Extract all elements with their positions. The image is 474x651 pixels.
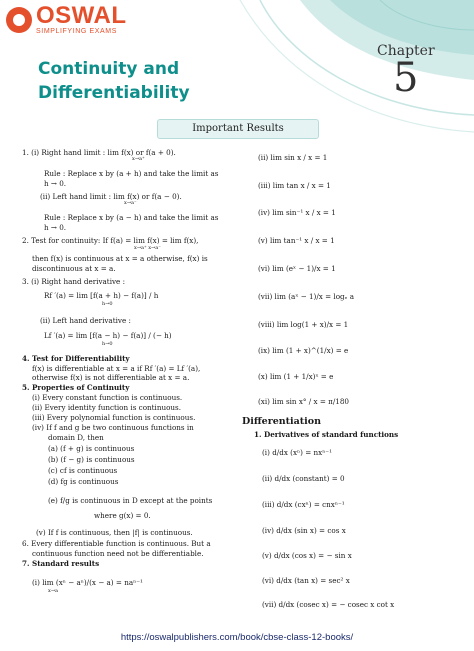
line: (iv) d/dx (sin x) = cos x — [262, 526, 346, 535]
line: (xi) lim sin x° / x = π/180 — [258, 397, 349, 406]
line: f(x) is differentiable at x = a if Rf ′(a) = Lf ′(a), — [32, 364, 201, 373]
line: (e) f/g is continuous in D except at the points — [48, 496, 213, 505]
line: otherwise f(x) is not differentiable at x = a. — [32, 373, 190, 382]
right-column — [242, 150, 468, 620]
line: (x) lim (1 + 1/x)ˣ = e — [258, 372, 334, 381]
title-line-1: Continuity and — [38, 59, 180, 79]
line: h → 0. — [44, 223, 67, 232]
line: then f(x) is continuous at x = a otherwise, f(x) is — [32, 254, 208, 263]
line: (ii) lim sin x / x = 1 — [258, 153, 328, 162]
subheading-differentiation: Differentiation — [242, 416, 322, 427]
line: (ii) Every identity function is continuous. — [32, 403, 182, 412]
line: (v) lim tan⁻¹ x / x = 1 — [258, 236, 335, 245]
brand-name: OSWAL — [36, 2, 127, 29]
line: h → 0. — [44, 179, 67, 188]
line: Rf ′(a) = lim [f(a + h) − f(a)] / h — [44, 291, 159, 300]
oswal-logo — [6, 2, 127, 35]
line: 1. Derivatives of standard functions — [254, 430, 399, 439]
line: (vii) d/dx (cosec x) = − cosec x cot x — [262, 600, 395, 609]
footer-link[interactable]: https://oswalpublishers.com/book/cbse-class-12-books/ — [120, 632, 354, 643]
line: (ii) Left hand limit : lim f(x) or f(a − 0). — [40, 192, 182, 201]
line: Rule : Replace x by (a + h) and take the limit as — [44, 169, 219, 178]
chapter-number: 5 — [393, 55, 419, 101]
line: h→0 — [102, 341, 113, 347]
line: h→0 — [102, 301, 113, 307]
line: x→a⁻ — [124, 200, 137, 206]
line: Lf ′(a) = lim [f(a − h) − f(a)] / (− h) — [44, 331, 172, 340]
line: x→a⁺ x→a⁻ — [134, 245, 161, 251]
logo-mark-icon — [6, 7, 32, 33]
line: (c) cf is continuous — [48, 466, 118, 475]
section-heading: Important Results — [157, 119, 319, 139]
title-line-2: Differentiability — [38, 83, 190, 103]
line: (i) d/dx (xⁿ) = nxⁿ⁻¹ — [262, 448, 332, 457]
line: (vi) d/dx (tan x) = sec² x — [262, 576, 350, 585]
line: 2. Test for continuity: If f(a) = lim f(x) = lim f(x), — [22, 236, 199, 245]
line: 1. (i) Right hand limit : lim f(x) or f(a + 0). — [22, 148, 176, 157]
line: (iii) Every polynomial function is continuous. — [32, 413, 196, 422]
line: where g(x) = 0. — [94, 511, 151, 520]
left-column — [22, 148, 240, 618]
line: (vii) lim (aˣ − 1)/x = logₑ a — [258, 292, 354, 301]
line: x→a — [48, 588, 58, 594]
line: (v) If f is continuous, then |f| is continuous. — [36, 528, 193, 537]
line: domain D, then — [48, 433, 104, 442]
line: (iii) lim tan x / x = 1 — [258, 181, 331, 190]
line: (v) d/dx (cos x) = − sin x — [262, 551, 352, 560]
line: (d) fg is continuous — [48, 477, 119, 486]
line: Rule : Replace x by (a − h) and take the limit as — [44, 213, 219, 222]
line: x→a⁺ — [132, 156, 145, 162]
line: (ii) d/dx (constant) = 0 — [262, 474, 345, 483]
line: discontinuous at x = a. — [32, 264, 116, 273]
line: 5. Properties of Continuity — [22, 383, 130, 392]
line: (i) Every constant function is continuous. — [32, 393, 183, 402]
chapter-label: Chapter — [377, 43, 435, 59]
line: (iv) lim sin⁻¹ x / x = 1 — [258, 208, 336, 217]
line: (i) lim (xⁿ − aⁿ)/(x − a) = naⁿ⁻¹ — [32, 578, 143, 587]
line: 7. Standard results — [22, 559, 100, 568]
line: (vi) lim (eˣ − 1)/x = 1 — [258, 264, 336, 273]
line: (b) (f − g) is continuous — [48, 455, 135, 464]
line: (ii) Left hand derivative : — [40, 316, 131, 325]
line: (iv) If f and g be two continuous functions in — [32, 423, 194, 432]
line: 6. Every differentiable function is continuous. But a — [22, 539, 211, 548]
brand-tagline: SIMPLIFYING EXAMS — [36, 28, 117, 35]
line: (viii) lim log(1 + x)/x = 1 — [258, 320, 349, 329]
line: 3. (i) Right hand derivative : — [22, 277, 126, 286]
line: 4. Test for Differentiability — [22, 354, 130, 363]
line: (iii) d/dx (cxⁿ) = cnxⁿ⁻¹ — [262, 500, 345, 509]
line: continuous function need not be differentiable. — [32, 549, 204, 558]
line: (a) (f + g) is continuous — [48, 444, 135, 453]
page-title — [38, 57, 190, 105]
line: (ix) lim (1 + x)^(1/x) = e — [258, 346, 349, 355]
